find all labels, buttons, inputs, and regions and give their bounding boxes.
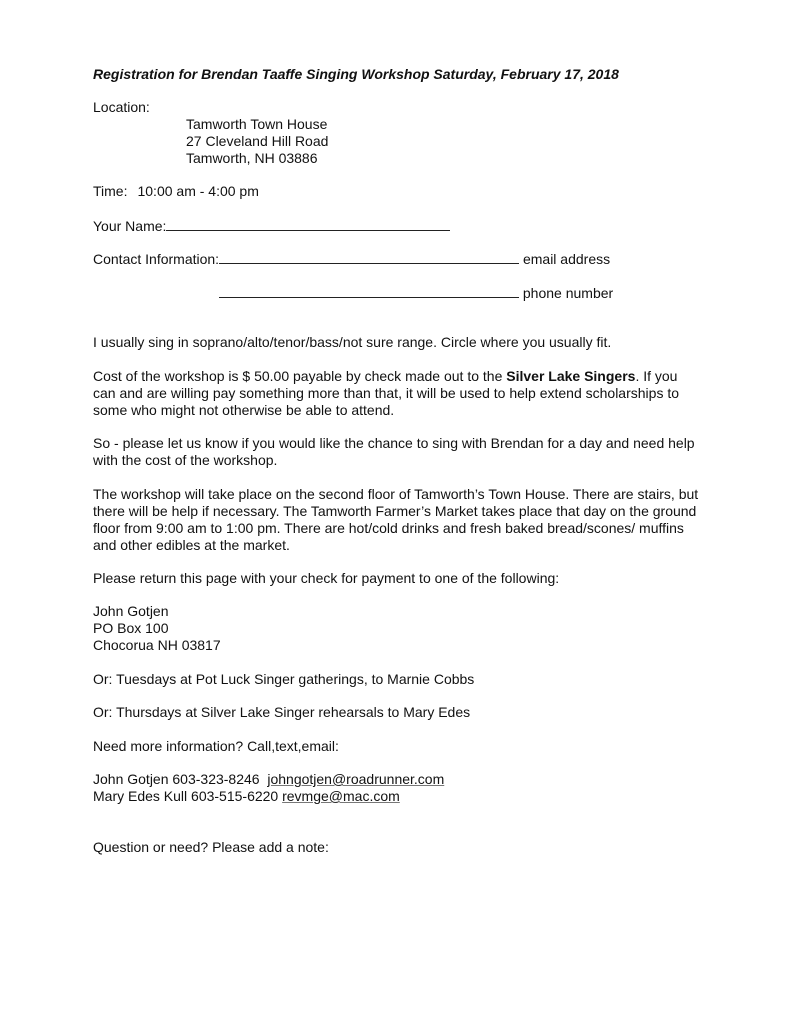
name-row	[93, 217, 450, 235]
option-thursday: Or: Thursdays at Silver Lake Singer rehearsals to Mary Edes	[93, 704, 471, 720]
cost-text-before: Cost of the workshop is $ 50.00 payable by check made out to the	[93, 368, 507, 384]
cost-paragraph	[93, 368, 703, 419]
time-value: 10:00 am - 4:00 pm	[137, 183, 259, 199]
time-row	[93, 183, 259, 200]
mail-name: John Gotjen	[93, 603, 169, 619]
contact-row	[93, 250, 610, 268]
name-label: Your Name:	[93, 218, 167, 234]
contact-row-mary	[93, 788, 400, 805]
info-heading: Need more information? Call,text,email:	[93, 738, 339, 754]
cost-text-after: . If you can and are willing pay something more than that, it will be used to help extend scholarships to some who might not otherwise be able to attend.	[93, 368, 680, 418]
contact-mary-email-link[interactable]: revmge@mac.com	[282, 788, 400, 804]
location-venue: Tamworth Town House	[186, 116, 328, 132]
contact-john-email-link[interactable]: johngotjen@roadrunner.com	[267, 771, 445, 787]
email-field[interactable]	[219, 250, 519, 264]
contact-label: Contact Information:	[93, 251, 220, 267]
phone-row	[219, 284, 613, 302]
location-street: 27 Cleveland Hill Road	[186, 133, 329, 149]
contact-mary-name-phone: Mary Edes Kull 603-515-6220	[93, 788, 283, 804]
note-prompt: Question or need? Please add a note:	[93, 839, 329, 855]
phone-field[interactable]	[219, 284, 519, 298]
note-field[interactable]	[93, 862, 703, 1002]
mail-box: PO Box 100	[93, 620, 169, 636]
venue-paragraph: The workshop will take place on the second floor of Tamworth’s Town House. There are stairs, but there will be help if necessary. The Tamworth Farmer’s Market takes place that day on the ground floor from 9:00 am to 1:00 pm. There are hot/cold drinks and fresh baked bread/scones/ muffins and other edibles at the market.	[93, 486, 699, 553]
time-label: Time:	[93, 183, 128, 199]
return-instructions: Please return this page with your check for payment to one of the following:	[93, 570, 560, 586]
location-label: Location:	[93, 99, 150, 115]
mail-city: Chocorua NH 03817	[93, 637, 221, 653]
email-suffix: email address	[522, 251, 611, 267]
location-city: Tamworth, NH 03886	[186, 150, 318, 166]
scholarship-paragraph: So - please let us know if you would like the chance to sing with Brendan for a day and need help with the cost of the workshop.	[93, 435, 695, 468]
contact-row-john	[93, 771, 444, 788]
phone-suffix: phone number	[522, 285, 614, 301]
option-tuesday: Or: Tuesdays at Pot Luck Singer gatherings, to Marnie Cobbs	[93, 671, 475, 687]
contact-john-name-phone: John Gotjen 603-323-8246	[93, 771, 268, 787]
name-field[interactable]	[166, 217, 450, 231]
payee-name: Silver Lake Singers	[506, 368, 636, 384]
voice-range-line: I usually sing in soprano/alto/tenor/bass/not sure range. Circle where you usually fit.	[93, 334, 612, 350]
page-title: Registration for Brendan Taaffe Singing Workshop Saturday, February 17, 2018	[93, 66, 619, 82]
